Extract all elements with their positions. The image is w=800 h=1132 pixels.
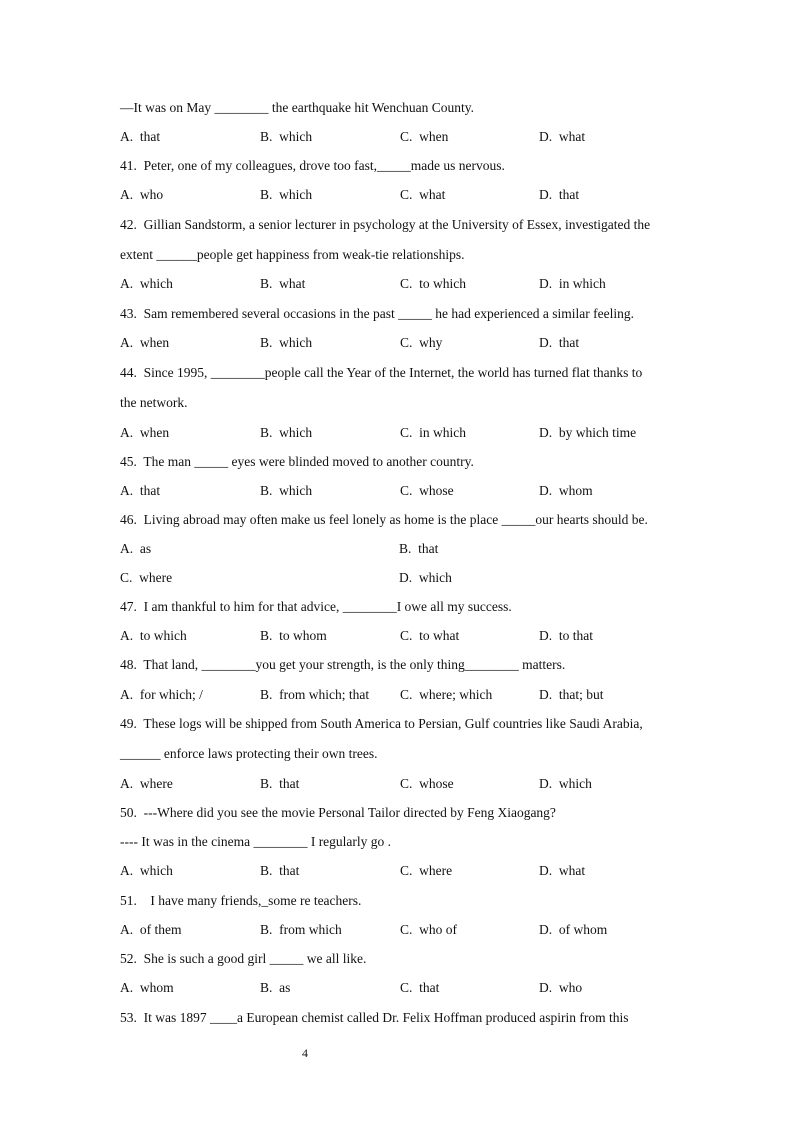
option-c: C. where [400,863,453,878]
option-a: A. that [120,129,161,144]
question-46-options-row1 [120,540,720,558]
option-b: B. from which; that [260,687,370,702]
question-52-options [120,979,720,997]
option-b: B. which [260,187,313,202]
option-a: A. of them [120,922,182,937]
option-c: C. where; which [400,687,493,702]
option-c: C. in which [400,425,466,440]
question-43-options [120,334,720,352]
option-d: D. that [539,187,580,202]
question-50-options [120,862,720,880]
option-c: C. whose [400,483,454,498]
option-b: B. which [260,129,313,144]
question-42-text-line1: 42. Gillian Sandstorm, a senior lecturer in psychology at the University of Essex, investigated the [120,217,651,232]
option-d: D. to that [539,628,593,643]
option-b: B. that [260,776,300,791]
option-d: D. whom [539,483,593,498]
question-49-text-line2: ______ enforce laws protecting their own trees. [120,746,378,761]
option-a: A. where [120,776,173,791]
question-44-text-line2: the network. [120,395,188,410]
option-b: B. which [260,483,313,498]
option-d: D. that; but [539,687,604,702]
question-44-text-line1: 44. Since 1995, ________people call the Year of the Internet, the world has turned flat thanks to [120,365,643,380]
question-40-options [120,128,720,146]
option-c: C. to which [400,276,466,291]
option-a: A. who [120,187,164,202]
question-46-text: 46. Living abroad may often make us feel lonely as home is the place _____our hearts should be. [120,512,648,527]
option-b: B. as [260,980,291,995]
option-d: D. of whom [539,922,608,937]
option-c: C. who of [400,922,457,937]
question-50-text-line2: ---- It was in the cinema ________ I regularly go . [120,834,392,849]
question-53-text: 53. It was 1897 ____a European chemist called Dr. Felix Hoffman produced aspirin from this [120,1010,629,1025]
option-d: D. what [539,129,586,144]
option-a: A. as [120,541,152,556]
option-d: D. by which time [539,425,637,440]
question-41-text: 41. Peter, one of my colleagues, drove too fast,_____made us nervous. [120,158,505,173]
option-a: A. when [120,425,170,440]
option-b: B. which [260,425,313,440]
option-d: D. that [539,335,580,350]
option-c: C. that [400,980,440,995]
option-c: C. whose [400,776,454,791]
option-c: C. where [120,570,173,585]
question-45-options [120,482,720,500]
question-47-options [120,627,720,645]
option-a: A. which [120,276,173,291]
option-c: C. to what [400,628,460,643]
question-42-options [120,275,720,293]
question-46-options-row2 [120,569,720,587]
question-43-text: 43. Sam remembered several occasions in the past _____ he had experienced a similar feeling. [120,306,634,321]
page-number: 4 [302,1046,308,1060]
question-48-text: 48. That land, ________you get your strength, is the only thing________ matters. [120,657,566,672]
question-42-text-line2: extent ______people get happiness from weak-tie relationships. [120,247,465,262]
option-a: A. which [120,863,173,878]
option-b: B. that [260,863,300,878]
option-a: A. when [120,335,170,350]
question-40-text: —It was on May ________ the earthquake hit Wenchuan County. [120,100,474,115]
option-b: B. what [260,276,306,291]
question-51-text: 51. I have many friends,_some re teachers. [120,893,362,908]
option-b: B. from which [260,922,342,937]
option-d: D. who [539,980,583,995]
option-d: D. what [539,863,586,878]
option-d: D. which [539,776,592,791]
option-b: B. to whom [260,628,327,643]
option-d: D. in which [539,276,606,291]
question-52-text: 52. She is such a good girl _____ we all like. [120,951,367,966]
option-b: B. that [399,541,439,556]
option-d: D. which [399,570,452,585]
option-b: B. which [260,335,313,350]
option-c: C. why [400,335,443,350]
question-41-options [120,186,720,204]
question-47-text: 47. I am thankful to him for that advice, ________I owe all my success. [120,599,512,614]
option-a: A. whom [120,980,174,995]
option-c: C. when [400,129,449,144]
question-51-options [120,921,720,939]
option-a: A. for which; / [120,687,203,702]
question-50-text-line1: 50. ---Where did you see the movie Personal Tailor directed by Feng Xiaogang? [120,805,556,820]
option-a: A. that [120,483,161,498]
option-c: C. what [400,187,446,202]
option-a: A. to which [120,628,187,643]
question-49-text-line1: 49. These logs will be shipped from South America to Persian, Gulf countries like Saudi Arabia, [120,716,643,731]
question-44-options [120,424,720,442]
question-45-text: 45. The man _____ eyes were blinded moved to another country. [120,454,474,469]
question-48-options [120,686,720,704]
question-49-options [120,775,720,793]
